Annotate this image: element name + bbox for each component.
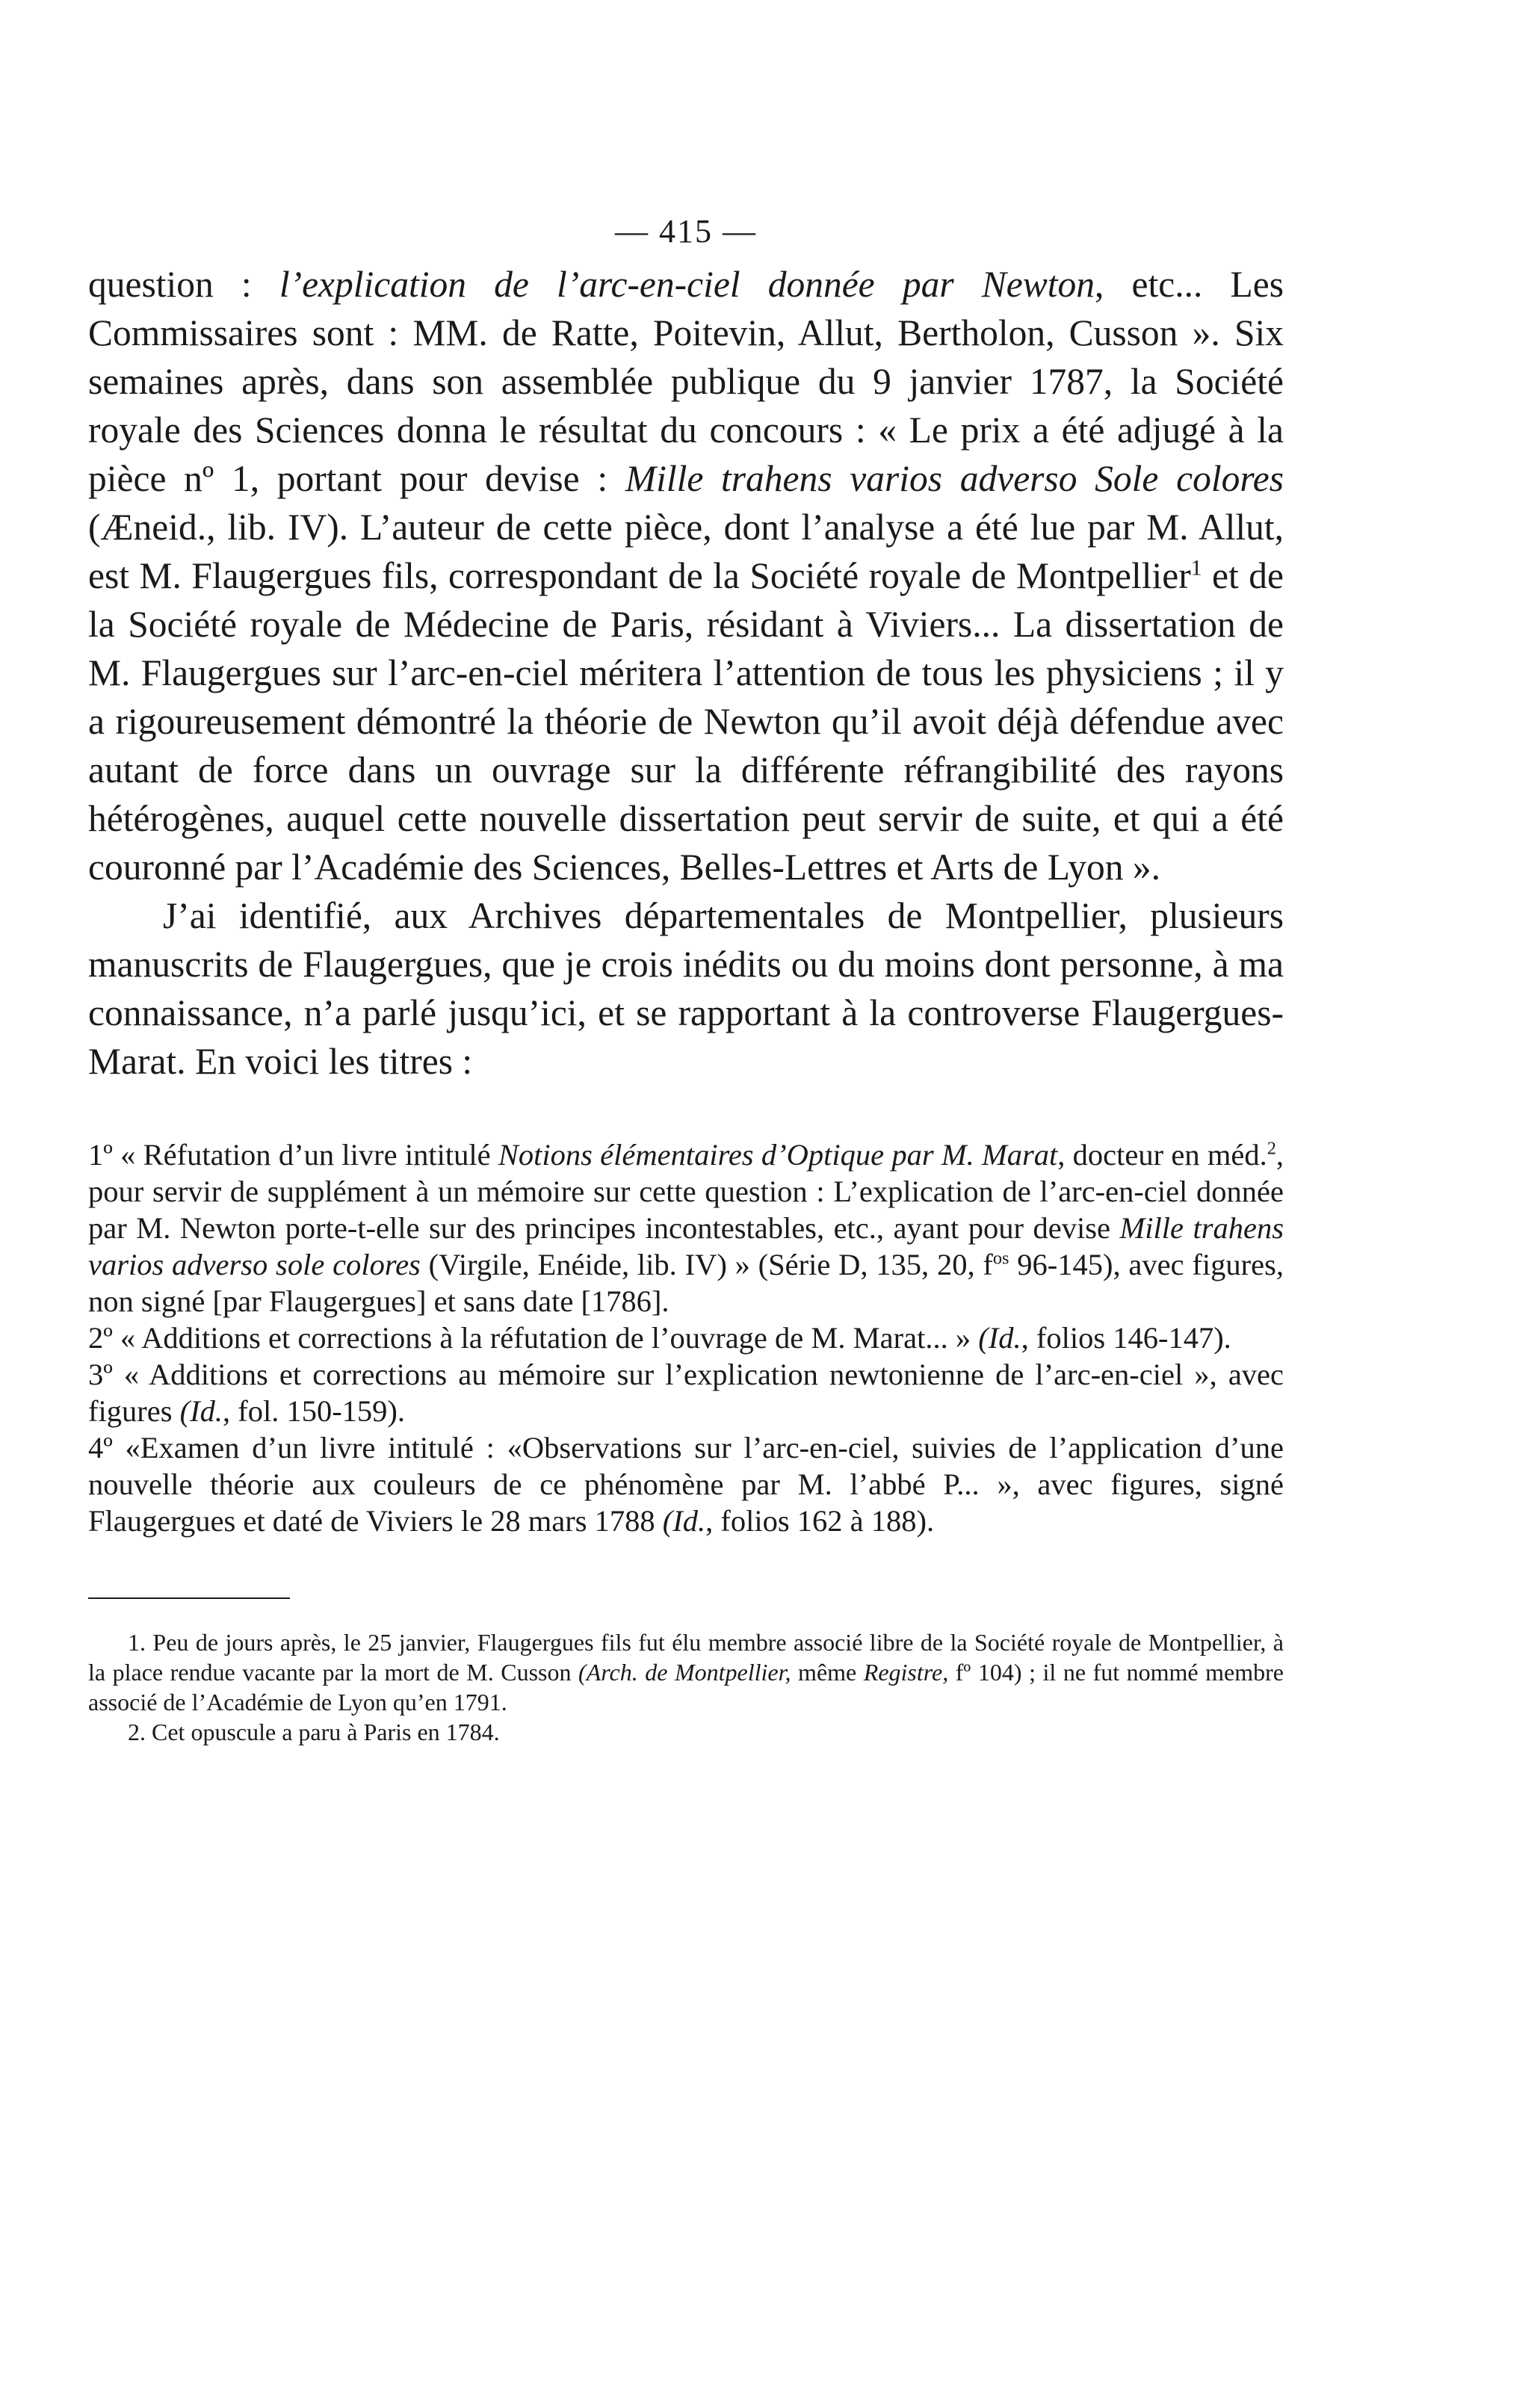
note-reference: os [992, 1248, 1009, 1269]
text-run: et de la Société royale de Médecine de Paris, résidant à Viviers... La dissertation de M. Flaugergues sur l’arc-en-ciel méritera l’attention de tous les physiciens ; il y a rigoureusement démontré la théorie de Newton qu’il avoit déjà défendue avec autant de force dans un ouvrage sur la différente réfrangibilité des rayons hétérogènes, auquel cette nouvelle dissertation peut servir de suite, et qui a été couronné par l’Académie des Sciences, Belles-Lettres et Arts de Lyon ». [88, 555, 1284, 888]
text-run: 2º « Additions et corrections à la réfutation de l’ouvrage de M. Marat... » [88, 1321, 979, 1355]
text-run: 4º «Examen d’un livre intitulé : «Observations sur l’arc-en-ciel, suivies de l’application d’une nouvelle théorie aux couleurs de ce phénomène par M. l’abbé P... », avec figures, signé Flaugergues et daté de Viviers le 28 mars 1788 [88, 1431, 1284, 1538]
list-item [88, 1429, 1284, 1539]
list-item [88, 1136, 1284, 1320]
document-page [88, 209, 1284, 1747]
text-run: , fol. 150-159). [222, 1394, 406, 1428]
text-run: , folios 162 à 188). [705, 1504, 935, 1538]
italic-text: Mille trahens varios adverso sole colores [88, 1211, 1284, 1281]
text-run: question : [88, 264, 279, 305]
footnote [88, 1627, 1284, 1717]
note-reference: 2 [1267, 1138, 1276, 1159]
text-run: , pour servir de supplément à un mémoire sur cette question : L’explication de l’arc-en-ciel donnée par M. Newton porte-t-elle sur des principes incontestables, etc., ayant pour devise [88, 1138, 1284, 1245]
manuscript-list [88, 1136, 1284, 1539]
text-run: (Virgile, Enéide, lib. IV) » (Série D, 135, 20, f [420, 1248, 993, 1281]
italic-text: Notions élémentaires d’Optique par M. Marat [498, 1138, 1058, 1172]
paragraph [88, 891, 1284, 1086]
text-run: 2. Cet opuscule a paru à Paris en 1784. [128, 1719, 500, 1745]
page-number: — 415 — [615, 213, 757, 250]
text-run: , docteur en méd. [1057, 1138, 1267, 1172]
italic-text: (Id. [662, 1504, 706, 1538]
italic-text: l’explication de l’arc-en-ciel donnée par Newton [279, 264, 1095, 305]
paragraph [88, 260, 1284, 891]
text-run: J’ai identifié, aux Archives départementales de Montpellier, plusieurs manuscrits de Flaugergues, que je crois inédits ou du moins dont personne, à ma connaissance, n’a parlé jusqu’ici, et se rapportant à la controverse Flaugergues-Marat. En voici les titres : [88, 895, 1284, 1082]
text-run: 96-145), avec figures, non signé [par Flaugergues] et sans date [1786]. [88, 1248, 1284, 1318]
italic-text: (Id. [978, 1321, 1021, 1355]
list-item [88, 1320, 1284, 1356]
text-run: 1º « Réfutation d’un livre intitulé [88, 1138, 498, 1172]
italic-text: Mille trahens varios adverso Sole colores [625, 458, 1284, 499]
footnotes [88, 1627, 1284, 1747]
text-run: même [791, 1659, 864, 1686]
list-item [88, 1356, 1284, 1429]
text-run: , folios 146-147). [1021, 1321, 1231, 1355]
text-run: , etc... Les Commissaires sont : MM. de Ratte, Poitevin, Allut, Bertholon, Cusson ». Six semaines après, dans son assemblée publique du 9 janvier 1787, la Société royale des Sciences donna le résultat du concours : « Le prix a été adjugé à la pièce nº 1, portant pour devise : [88, 264, 1284, 499]
text-run: fº 104) ; il ne fut nommé membre associé de l’Académie de Lyon qu’en 1791. [88, 1659, 1284, 1716]
italic-text: (Arch. de Montpellier, [578, 1659, 791, 1686]
text-run: 3º « Additions et corrections au mémoire sur l’explication newtonienne de l’arc-en-ciel », avec figures [88, 1358, 1284, 1428]
text-run: 1. Peu de jours après, le 25 janvier, Flaugergues fils fut élu membre associé libre de la Société royale de Montpellier, à la place rendue vacante par la mort de M. Cusson [88, 1629, 1284, 1686]
text-run: (Æneid., lib. IV). L’auteur de cette pièce, dont l’analyse a été lue par M. Allut, est M. Flaugergues fils, correspondant de la Société royale de Montpellier [88, 507, 1284, 596]
note-reference: 1 [1190, 556, 1202, 581]
italic-text: (Id. [179, 1394, 223, 1428]
italic-text: Registre, [863, 1659, 949, 1686]
main-text [88, 260, 1284, 1086]
footnote-divider [88, 1597, 290, 1599]
footnote [88, 1717, 1284, 1747]
